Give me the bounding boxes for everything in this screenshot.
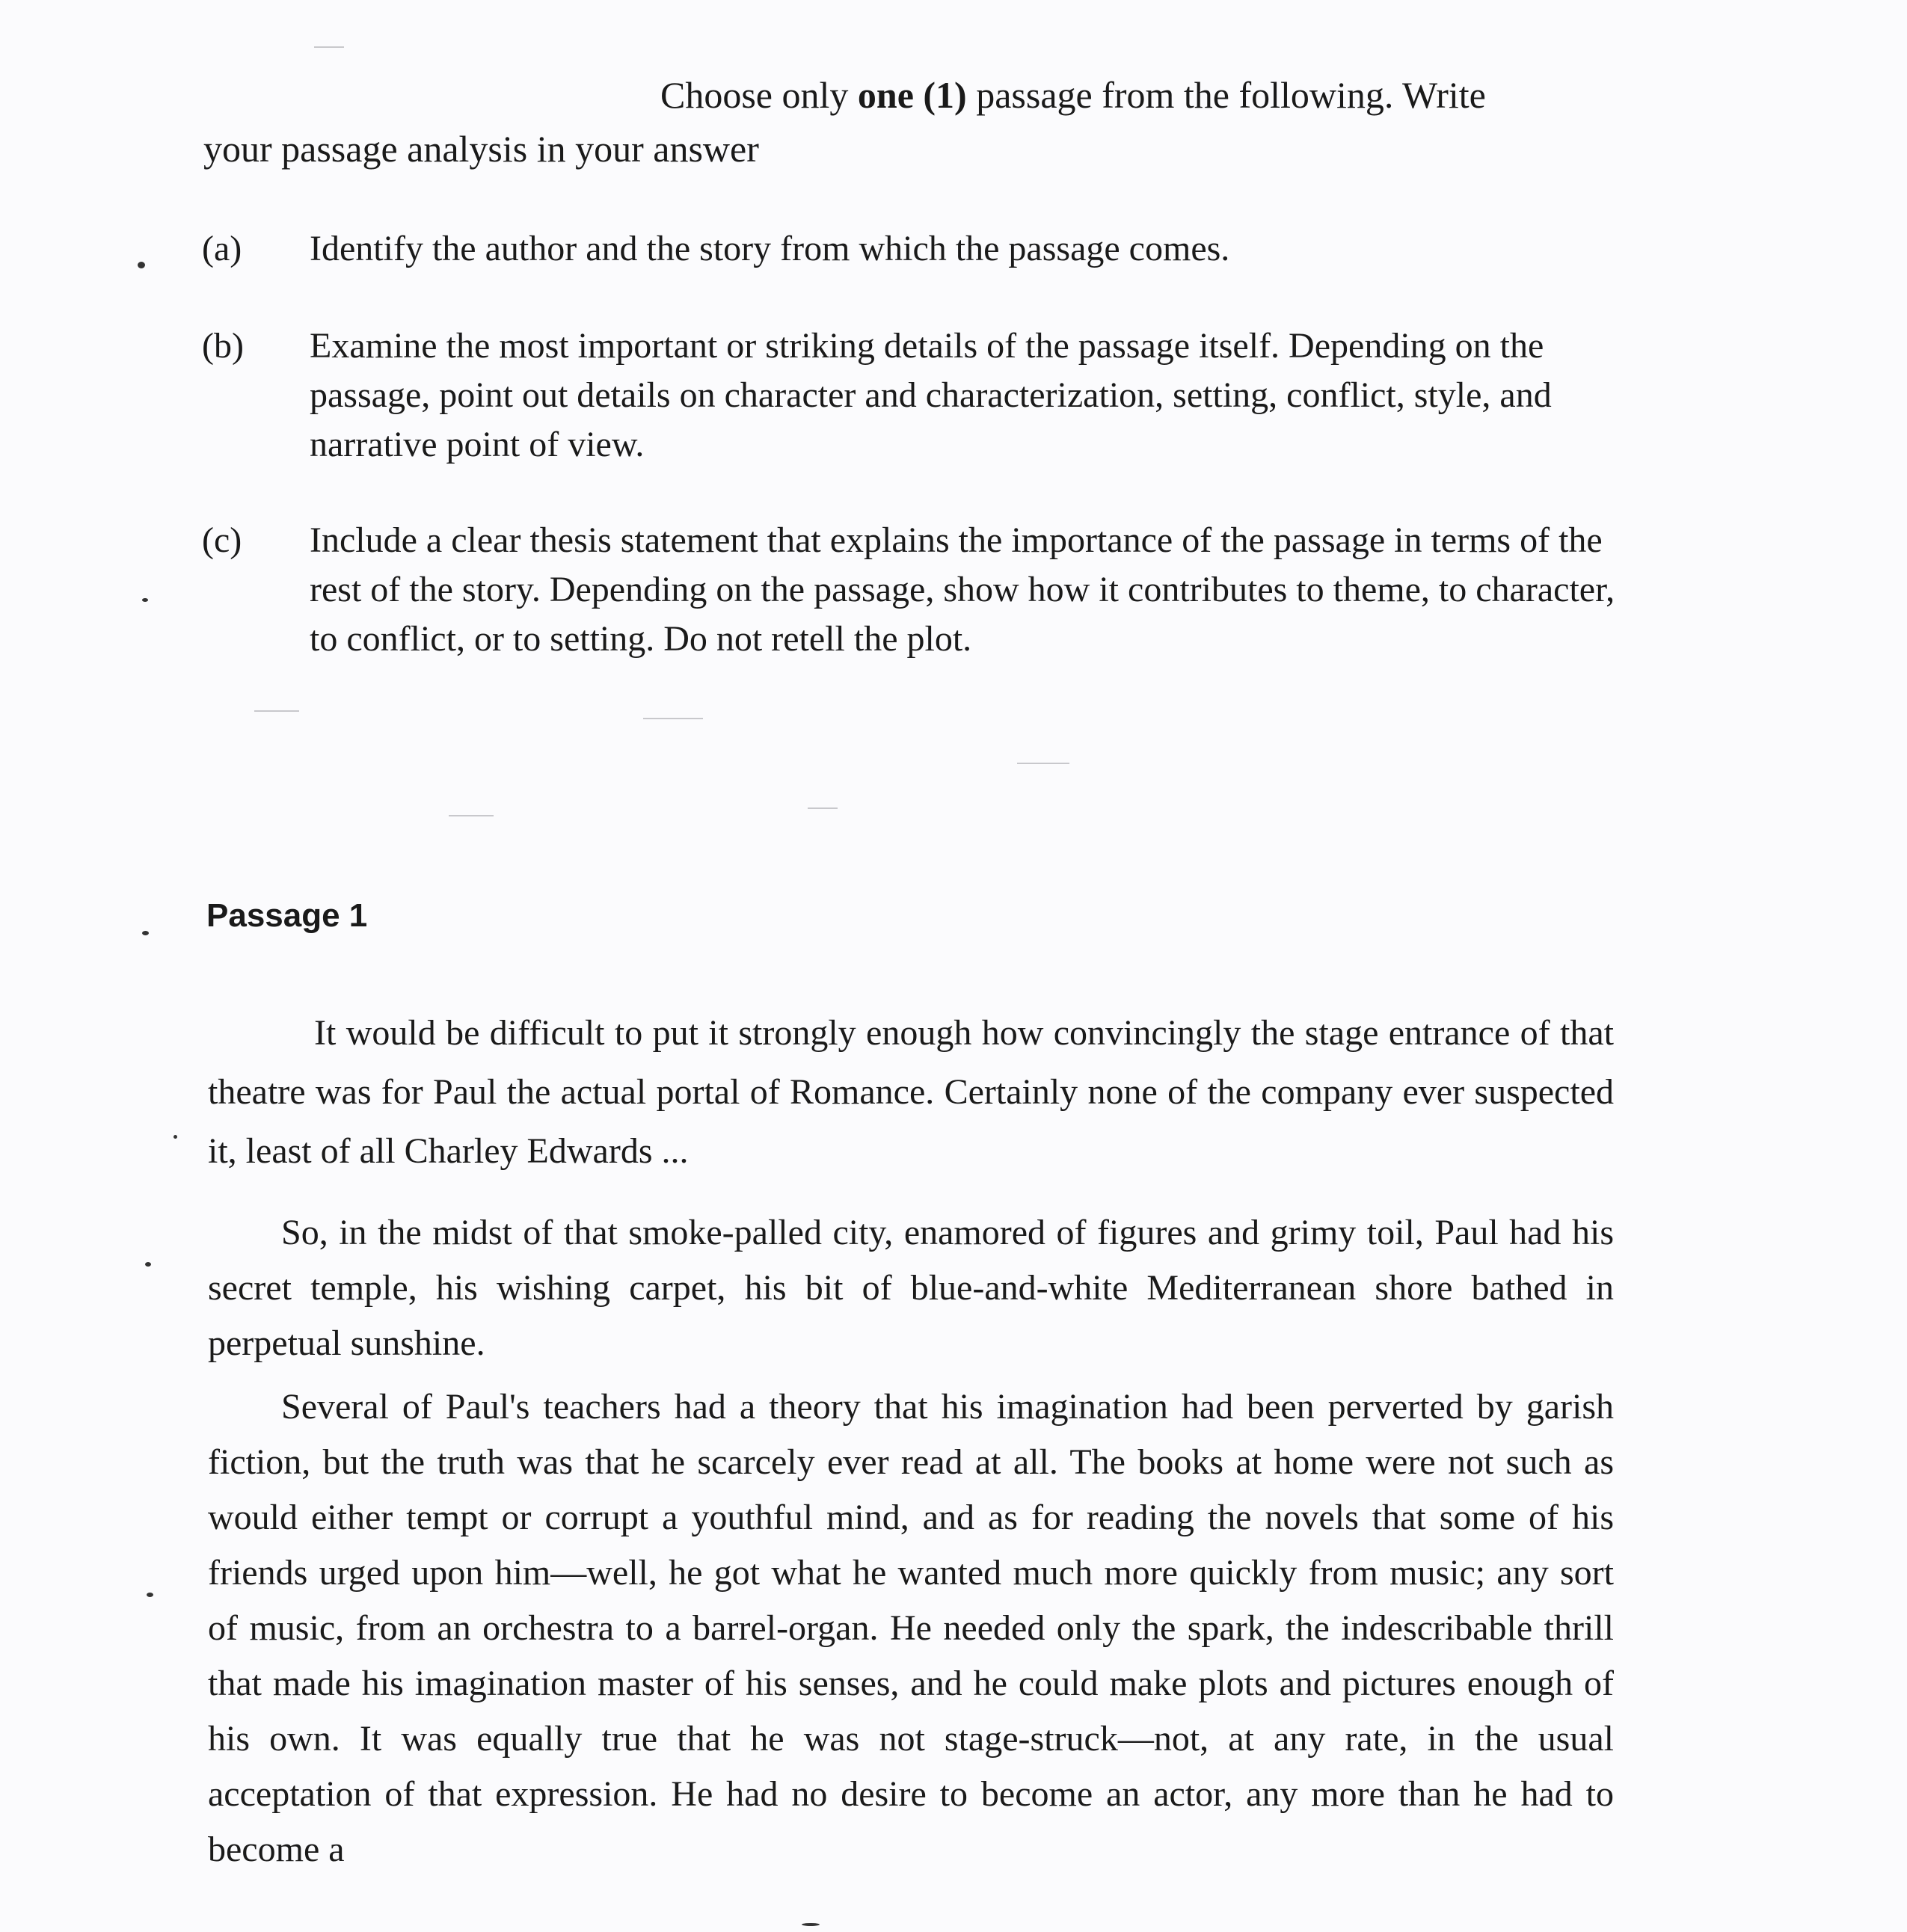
instruction-label: (c) [202,520,242,560]
instruction-text: Identify the author and the story from which the passage comes. [310,229,1230,268]
scan-smudge [254,710,299,712]
instructions-emphasis: one (1) [857,74,967,116]
instruction-text: Examine the most important or striking details of the passage itself. Depending on the passage, point out details on character and characterization, setting, conflict, style, and narrative point of view. [310,326,1552,464]
passage-heading: Passage 1 [206,897,368,934]
instruction-label: (a) [202,229,242,268]
scan-smudge [808,807,838,809]
instructions-suffix: passage from the following. Write [966,74,1486,116]
scan-speck [145,1262,151,1267]
scan-speck [173,1135,177,1139]
passage-paragraph-2: So, in the midst of that smoke-palled city, enamored of figures and grimy toil, Paul had his secret temple, his wishing carpet, his bit of blue-and-white Mediterranean shore bathed in perpetual sunshine. [208,1213,1614,1363]
passage-paragraph-1: It would be difficult to put it strongly enough how convincingly the stage entrance of that theatre was for Paul the actual portal of Romance. Certainly none of the company ever suspected it, least of all Charley Edwards ... [208,1013,1614,1171]
scan-smudge [314,46,344,48]
instructions-prefix: Choose only [660,74,858,116]
scan-speck [142,931,149,935]
scan-speck [138,262,145,268]
scan-speck [147,1593,153,1597]
scan-speck [802,1923,820,1926]
instructions-line-2: your passage analysis in your answer [203,128,759,170]
scan-smudge [643,718,703,719]
scan-speck [142,598,148,602]
instruction-label: (b) [202,326,244,366]
scan-smudge [1017,763,1069,764]
passage-paragraph-3: Several of Paul's teachers had a theory that his imagination had been perverted by garish fiction, but the truth was that he scarcely ever read at all. The books at home were not such as would either tempt or corrupt a youthful mind, and as for reading the novels that some of his friends urged upon him—well, he got what he wanted much more quickly from music; any sort of music, from an orchestra to a barrel-organ. He needed only the spark, the indescribable thrill that made his imagination master of his senses, and he could make plots and pictures enough of his own. It was equally true that he was not stage-struck—not, at any rate, in the usual acceptation of that expression. He had no desire to become an actor, any more than he had to become a [208,1387,1614,1869]
instruction-text: Include a clear thesis statement that explains the importance of the passage in terms of the rest of the story. Depending on the passage, show how it contributes to theme, to character, to conflict, or to setting. Do not retell the plot. [310,520,1615,659]
scan-smudge [449,815,494,816]
instructions-line-1 [660,73,1486,117]
